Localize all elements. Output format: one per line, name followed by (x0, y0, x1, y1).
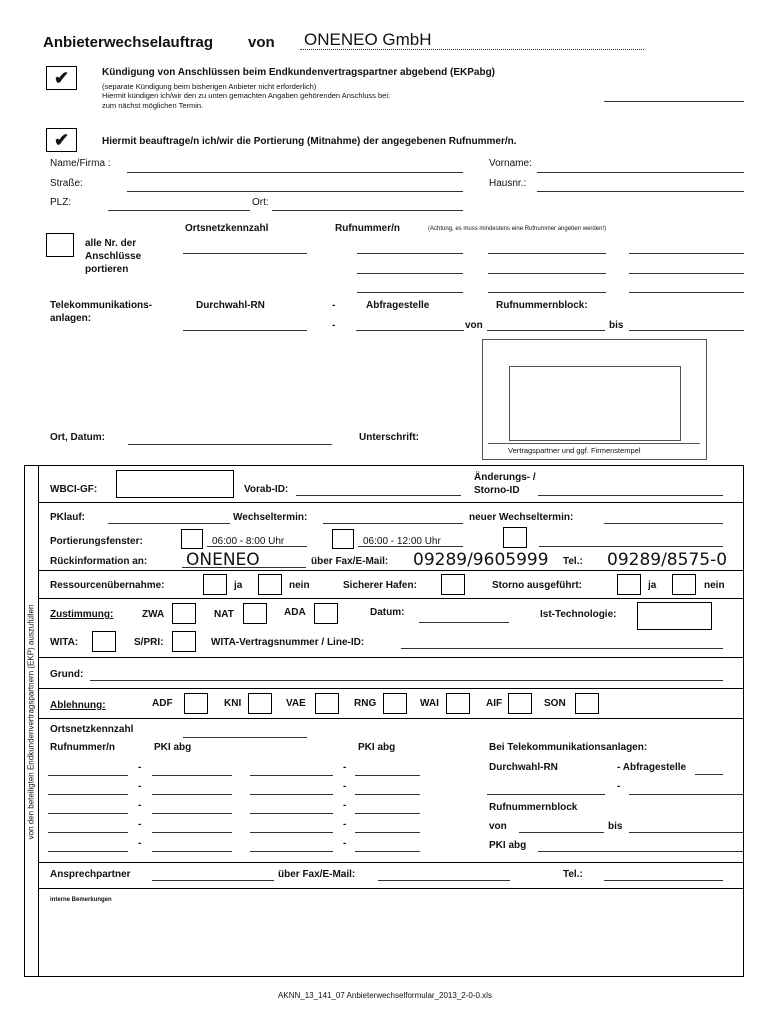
fax-value: 09289/9605999 (413, 550, 549, 570)
rng-label: RNG (354, 698, 377, 709)
ansprechpartner-field[interactable] (152, 880, 274, 881)
ressourcen-ja-checkbox[interactable] (203, 574, 227, 595)
divider-1 (38, 502, 744, 503)
block2-label: Rufnummernblock (489, 802, 578, 813)
pki-right-3[interactable] (355, 813, 420, 814)
stempel-caption: Vertragspartner und ggf. Firmenstempel (508, 446, 641, 455)
pki-left-1[interactable] (152, 775, 232, 776)
dw2-dash: - (617, 781, 621, 792)
pklauf-field[interactable] (108, 523, 230, 524)
rn-left-4[interactable] (48, 832, 128, 833)
zustimmung-datum-field[interactable] (419, 622, 509, 623)
grund-label: Grund: (50, 669, 84, 680)
block2-bis-label: bis (608, 821, 623, 832)
rn-right-1[interactable] (250, 775, 333, 776)
storno-ja-label: ja (648, 580, 657, 591)
rn-right-2[interactable] (250, 794, 333, 795)
rufnummernblock-label: Rufnummernblock: (496, 300, 588, 311)
rng-checkbox[interactable] (383, 693, 407, 714)
adf-checkbox[interactable] (184, 693, 208, 714)
divider-4 (38, 657, 744, 658)
alle-nr-label2: Anschlüsse (85, 251, 142, 262)
side-label: von den beteiligten Endkundenvertragspartnern (EKP) auszufüllen (26, 604, 36, 840)
ressourcen-ja-label: ja (234, 580, 243, 591)
fenster-6-8-checkbox[interactable] (181, 529, 203, 549)
rn-dash-r4: - (343, 819, 347, 830)
divider-2 (38, 570, 744, 571)
pki-abg-label-3: PKI abg (489, 840, 527, 851)
aenderung-label2: Storno-ID (474, 485, 520, 496)
zustimmung-label: Zustimmung: (50, 609, 114, 620)
rn-dash-l3: - (138, 800, 142, 811)
son-label: SON (544, 698, 566, 709)
ist-technologie-label: Ist-Technologie: (540, 609, 617, 620)
block-bis-field[interactable] (629, 330, 744, 331)
fenster-6-12-checkbox[interactable] (332, 529, 354, 549)
storno-label: Storno ausgeführt: (492, 580, 582, 591)
vae-label: VAE (286, 698, 306, 709)
fenster-6-12-line (358, 546, 463, 547)
aenderung-label1: Änderungs- / (474, 472, 536, 483)
rufnr-field-1[interactable] (357, 253, 463, 254)
pklauf-label: PKlauf: (50, 512, 85, 523)
rufnr-field-7[interactable] (357, 292, 463, 293)
unterschrift-label: Unterschrift: (359, 432, 420, 443)
rueckinfo-label: Rückinformation an: (50, 556, 148, 567)
abf2-label: - Abfragestelle (617, 762, 687, 773)
ressourcen-nein-checkbox[interactable] (258, 574, 282, 595)
ressourcen-label: Ressourcenübernahme: (50, 580, 165, 591)
rufnr-field-5[interactable] (488, 273, 606, 274)
rn-dash-r3: - (343, 800, 347, 811)
hafen-checkbox[interactable] (441, 574, 465, 595)
rufnr-field-2[interactable] (488, 253, 606, 254)
fenster-6-8-line (207, 546, 307, 547)
nat-checkbox[interactable] (243, 603, 267, 624)
rufnummer-header: Rufnummer/n (335, 223, 400, 234)
fax-label: über Fax/E-Mail: (311, 556, 389, 567)
alle-nr-label1: alle Nr. der (85, 238, 137, 249)
rn-dash-l2: - (138, 781, 142, 792)
pki-right-4[interactable] (355, 832, 420, 833)
son-checkbox[interactable] (575, 693, 599, 714)
kuendigung-checkbox[interactable]: ✔ (46, 66, 77, 90)
dw2-label: Durchwahl-RN (489, 762, 558, 773)
divider-8 (38, 888, 744, 889)
wita-label: WITA: (50, 637, 79, 648)
block2-von-field[interactable] (519, 832, 604, 833)
adf-label: ADF (152, 698, 173, 709)
tk2-label: Bei Telekommunikationsanlagen: (489, 742, 648, 753)
aif-checkbox[interactable] (508, 693, 532, 714)
strasse-field[interactable] (127, 191, 463, 192)
kuendigung-note3: zum nächst möglichen Termin. (102, 101, 204, 110)
kuendigung-title: Kündigung von Anschlüssen beim Endkundenvertragspartner abgebend (EKPabg) (102, 67, 496, 78)
fenster-6-12-label: 06:00 - 12:00 Uhr (363, 536, 441, 547)
onkz-field[interactable] (183, 253, 307, 254)
ort-datum-field[interactable] (128, 444, 332, 445)
wechseltermin-label: Wechseltermin: (233, 512, 308, 523)
wbci-field[interactable] (116, 470, 234, 498)
rn-dash-l1: - (138, 762, 142, 773)
rn-dash-l5: - (138, 838, 142, 849)
vorab-label: Vorab-ID: (244, 484, 289, 495)
ansp-fax-label: über Fax/E-Mail: (278, 869, 356, 880)
kuendigung-note1: (separate Kündigung beim bisherigen Anbieter nicht erforderlich) (102, 82, 317, 91)
wai-label: WAI (420, 698, 439, 709)
name-label: Name/Firma : (50, 158, 111, 169)
divider-6 (38, 718, 744, 719)
vorname-label: Vorname: (489, 158, 532, 169)
fenster-6-8-label: 06:00 - 8:00 Uhr (212, 536, 285, 547)
storno-nein-checkbox[interactable] (672, 574, 696, 595)
kuendigung-anbieter-field[interactable] (604, 101, 744, 102)
durchwahl-field[interactable] (183, 330, 307, 331)
zustimmung-datum-label: Datum: (370, 607, 405, 618)
vorname-field[interactable] (537, 172, 744, 173)
abfragestelle-field[interactable] (356, 330, 464, 331)
form-title: Anbieterwechselauftrag (43, 34, 214, 51)
alle-nummern-checkbox[interactable] (46, 233, 74, 257)
tk-label2: anlagen: (50, 313, 92, 324)
rufnummer-hint: (Achtung, es muss mindestens eine Rufnummer angeben werden!) (428, 226, 607, 232)
wita-checkbox[interactable] (92, 631, 116, 652)
stempel-line (488, 443, 700, 444)
pki-right-1[interactable] (355, 775, 420, 776)
abf2-tail-line (695, 774, 723, 775)
ressourcen-nein-label: nein (289, 580, 310, 591)
wai-checkbox[interactable] (446, 693, 470, 714)
dash-2: - (332, 320, 336, 331)
wbci-label: WBCI-GF: (50, 484, 98, 495)
block2-bis-field[interactable] (629, 832, 744, 833)
rn-left-5[interactable] (48, 851, 128, 852)
kni-label: KNI (224, 698, 242, 709)
ada-checkbox[interactable] (314, 603, 338, 624)
fenster-sonder-checkbox[interactable] (503, 527, 527, 548)
company-line (300, 49, 644, 50)
wita-vertragsnr-field[interactable] (401, 648, 723, 649)
ablehnung-label: Ablehnung: (50, 700, 106, 711)
footer-filename: AKNN_13_141_07 Anbieterwechselformular_2013_2-0-0.xls (278, 991, 492, 1000)
ortsnetzkennzahl-header: Ortsnetzkennzahl (185, 223, 269, 234)
block-bis-label: bis (609, 320, 624, 331)
ansprechpartner-label: Ansprechpartner (50, 869, 131, 880)
pki-left-4[interactable] (152, 832, 232, 833)
ansp-tel-field[interactable] (604, 880, 723, 881)
ada-label: ADA (284, 607, 306, 618)
dash-1: - (332, 300, 336, 311)
grund-field[interactable] (90, 680, 723, 681)
plz-label: PLZ: (50, 197, 72, 208)
rn-dash-r2: - (343, 781, 347, 792)
pki-left-3[interactable] (152, 813, 232, 814)
plz-field[interactable] (108, 210, 250, 211)
rufnr-field-3[interactable] (629, 253, 744, 254)
name-field[interactable] (127, 172, 463, 173)
rufnr-field-9[interactable] (629, 292, 744, 293)
divider-5 (38, 688, 744, 689)
kni-checkbox[interactable] (248, 693, 272, 714)
vorab-field[interactable] (296, 495, 461, 496)
tel-value: 09289/8575-0 (607, 550, 728, 570)
portierung-checkbox[interactable]: ✔ (46, 128, 77, 152)
title-von: von (248, 34, 275, 51)
rn-left-3[interactable] (48, 813, 128, 814)
company-name: ONENEO GmbH (304, 30, 432, 49)
wita-vertragsnr-label: WITA-Vertragsnummer / Line-ID: (211, 637, 365, 648)
rn-dash-l4: - (138, 819, 142, 830)
ist-technologie-field[interactable] (637, 602, 712, 630)
hafen-label: Sicherer Hafen: (343, 580, 417, 591)
neuer-wechseltermin-label: neuer Wechseltermin: (469, 512, 574, 523)
ansp-fax-field[interactable] (378, 880, 510, 881)
divider-3 (38, 598, 744, 599)
dw2-field[interactable] (487, 794, 605, 795)
pki-abg-label-2: PKI abg (358, 742, 396, 753)
pki-left-5[interactable] (152, 851, 232, 852)
vae-checkbox[interactable] (315, 693, 339, 714)
strasse-label: Straße: (50, 178, 83, 189)
block2-von-label: von (489, 821, 507, 832)
bemerkungen-label: interne Bemerkungen (50, 897, 112, 903)
pki-right-2[interactable] (355, 794, 420, 795)
rufnr-field-6[interactable] (629, 273, 744, 274)
abfragestelle-label: Abfragestelle (366, 300, 430, 311)
ort-field[interactable] (272, 210, 463, 211)
rn-left-2[interactable] (48, 794, 128, 795)
spri-checkbox[interactable] (172, 631, 196, 652)
storno-ja-checkbox[interactable] (617, 574, 641, 595)
stempel-inner-box (509, 366, 681, 441)
rn-dash-r5: - (343, 838, 347, 849)
spri-label: S/PRI: (134, 637, 164, 648)
portierung-title: Hiermit beauftrage/n ich/wir die Portierung (Mitnahme) der angegebenen Rufnummer/n. (102, 136, 517, 147)
rn-right-4[interactable] (250, 832, 333, 833)
divider-7 (38, 862, 744, 863)
rn-right-3[interactable] (250, 813, 333, 814)
zwa-checkbox[interactable] (172, 603, 196, 624)
ansp-tel-label: Tel.: (563, 869, 583, 880)
tel-label: Tel.: (563, 556, 583, 567)
pki-right-5[interactable] (355, 851, 420, 852)
kuendigung-note2: Hiermit kündigen ich/wir den zu unten gemachten Angaben gehörenden Anschluss bei: (102, 91, 391, 100)
rn-right-5[interactable] (250, 851, 333, 852)
hausnr-label: Hausnr.: (489, 178, 527, 189)
block-von-label: von (465, 320, 483, 331)
ort-datum-label: Ort, Datum: (50, 432, 105, 443)
wechseltermin-field[interactable] (323, 523, 463, 524)
durchwahl-label: Durchwahl-RN (196, 300, 265, 311)
zwa-label: ZWA (142, 609, 165, 620)
pki-abg-label-1: PKI abg (154, 742, 192, 753)
storno-id-field[interactable] (538, 495, 723, 496)
bemerkungen-area[interactable] (46, 908, 736, 972)
neuer-wechseltermin-field[interactable] (604, 523, 723, 524)
ort-label: Ort: (252, 197, 269, 208)
rufnr2-label: Rufnummer/n (50, 742, 115, 753)
abf2-field[interactable] (629, 794, 744, 795)
side-column-divider (38, 465, 39, 977)
onkz2-field[interactable] (183, 737, 307, 738)
nat-label: NAT (214, 609, 234, 620)
tk-label1: Telekommunikations- (50, 300, 153, 311)
storno-nein-label: nein (704, 580, 725, 591)
rn-dash-r1: - (343, 762, 347, 773)
pki-left-2[interactable] (152, 794, 232, 795)
fenster-sonder-field[interactable] (539, 546, 723, 547)
portierungsfenster-label: Portierungsfenster: (50, 536, 143, 547)
rufnr-field-8[interactable] (488, 292, 606, 293)
rueckinfo-line (182, 567, 306, 568)
onkz2-label: Ortsnetzkennzahl (50, 724, 134, 735)
pki-abg-field[interactable] (538, 851, 744, 852)
alle-nr-label3: portieren (85, 264, 129, 275)
rueckinfo-value: ONENEO (186, 550, 260, 570)
rn-left-1[interactable] (48, 775, 128, 776)
aif-label: AIF (486, 698, 503, 709)
hausnr-field[interactable] (537, 191, 744, 192)
block-von-field[interactable] (487, 330, 605, 331)
rufnr-field-4[interactable] (357, 273, 463, 274)
